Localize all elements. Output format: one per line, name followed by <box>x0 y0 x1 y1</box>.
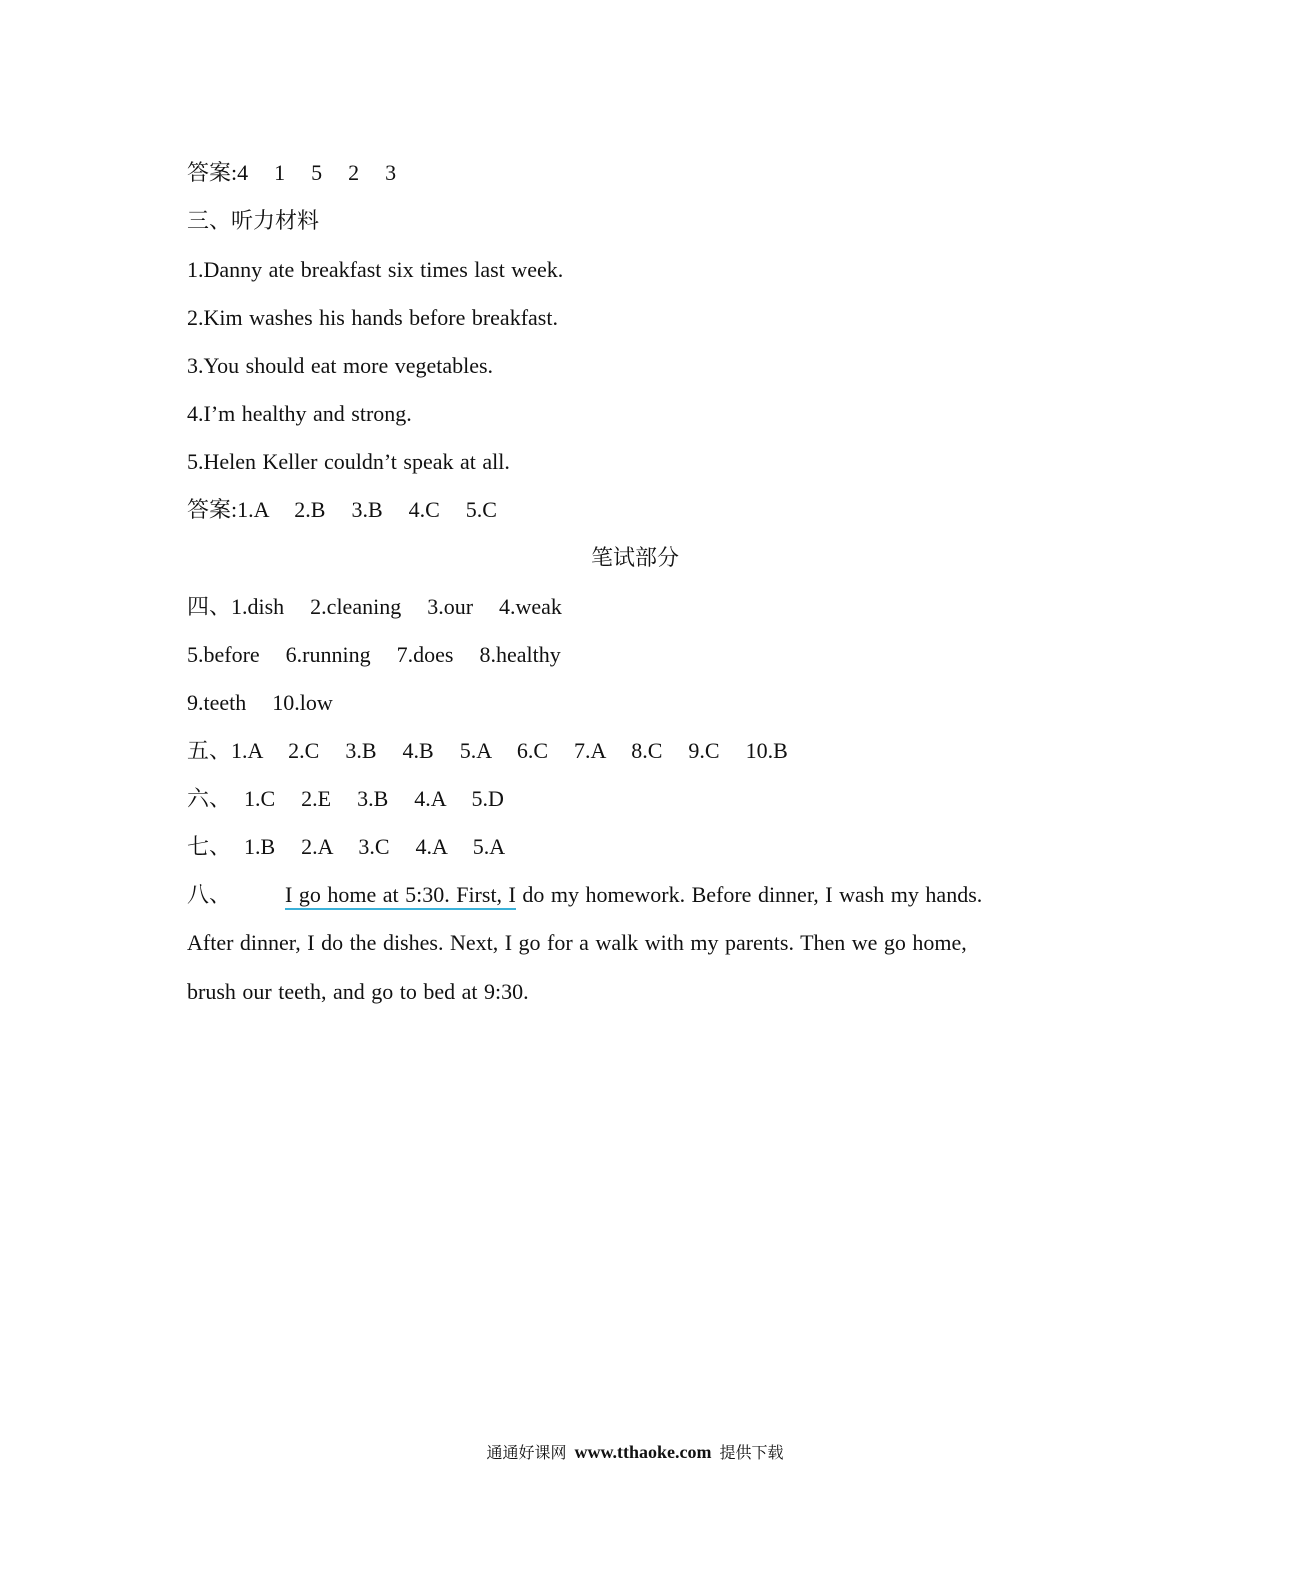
heading-text: 笔试部分 <box>590 545 679 570</box>
section7-answers <box>187 833 505 861</box>
answer-line-section2 <box>187 159 396 187</box>
sentence-text: 1.Danny ate breakfast six times last week. <box>187 257 564 282</box>
section3-heading <box>187 207 319 235</box>
footer-suffix: 提供下载 <box>719 1443 784 1462</box>
sentence-text: 4.I’m healthy and strong. <box>187 401 412 426</box>
listening-sentence-3 <box>187 352 493 380</box>
listening-sentence-5 <box>187 448 510 476</box>
essay-text: do my homework. Before dinner, I wash my hands. <box>515 882 983 907</box>
section4-line-1 <box>187 593 562 621</box>
footer-site-name: 通通好课网 <box>486 1443 567 1462</box>
essay-text: After dinner, I do the dishes. Next, I go for a walk with my parents. Then we go home, <box>187 930 967 955</box>
answer-text: 答案:4 1 5 2 3 <box>187 160 397 185</box>
essay-line-2 <box>187 929 967 957</box>
essay-line-3 <box>187 978 529 1006</box>
sentence-text: 2.Kim washes his hands before breakfast. <box>187 305 558 330</box>
answer-text: 五、1.A 2.C 3.B 4.B 5.A 6.C 7.A 8.C 9.C 10.B <box>187 738 788 763</box>
answer-text: 5.before 6.running 7.does 8.healthy <box>187 642 561 667</box>
essay-text: brush our teeth, and go to bed at 9:30. <box>187 979 529 1004</box>
essay-line-1 <box>187 881 982 909</box>
page-footer <box>0 1440 1270 1465</box>
answer-text: 四、1.dish 2.cleaning 3.our 4.weak <box>187 594 562 619</box>
sentence-text: 3.You should eat more vegetables. <box>187 353 494 378</box>
section4-line-3 <box>187 689 333 717</box>
section6-answers <box>187 785 504 813</box>
listening-sentence-1 <box>187 256 563 284</box>
answer-line-section3 <box>187 496 497 524</box>
listening-sentence-4 <box>187 400 412 428</box>
section5-answers <box>187 737 788 765</box>
underlined-phrase: I go home at 5:30. First, I <box>285 882 516 910</box>
sentence-text: 5.Helen Keller couldn’t speak at all. <box>187 449 510 474</box>
answer-text: 七、 1.B 2.A 3.C 4.A 5.A <box>187 834 506 859</box>
listening-sentence-2 <box>187 304 558 332</box>
footer-url[interactable]: www.tthaoke.com <box>574 1442 712 1462</box>
answer-text: 答案:1.A 2.B 3.B 4.C 5.C <box>187 497 497 522</box>
section4-line-2 <box>187 641 561 669</box>
answer-text: 9.teeth 10.low <box>187 690 333 715</box>
written-part-heading <box>0 544 1270 572</box>
answer-text: 六、 1.C 2.E 3.B 4.A 5.D <box>187 786 504 811</box>
heading-text: 三、听力材料 <box>187 208 320 233</box>
section8-label: 八、 <box>187 882 232 907</box>
